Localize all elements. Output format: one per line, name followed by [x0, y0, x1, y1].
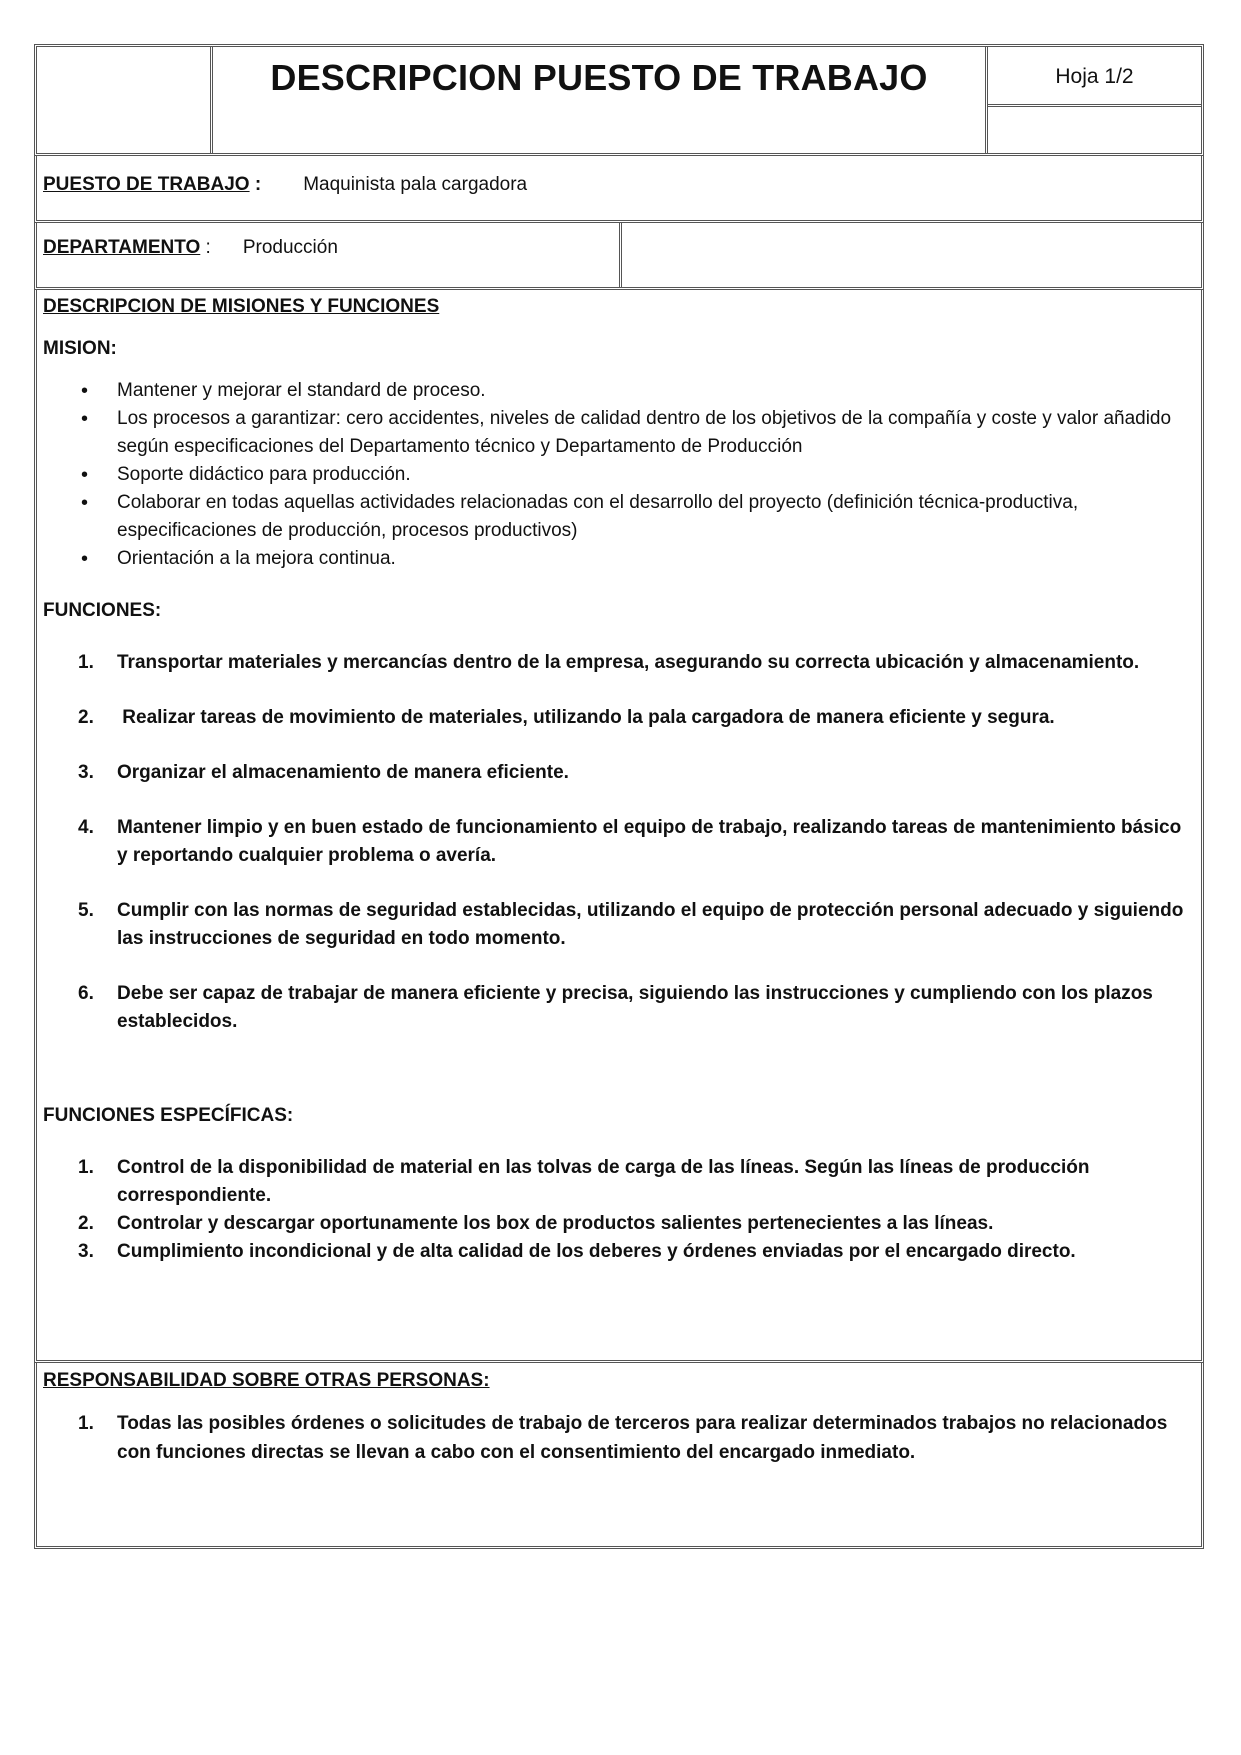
- list-item: [43, 980, 1191, 1036]
- sheet-cell: [988, 47, 1201, 153]
- job-title-separator: :: [249, 174, 262, 195]
- department-label: DEPARTAMENTO: [43, 237, 201, 258]
- job-description-form: [34, 44, 1204, 1549]
- function-item-text: Realizar tareas de movimiento de materiales, utilizando la pala cargadora de manera eficiente y segura.: [117, 707, 1055, 728]
- list-item: [43, 545, 1191, 573]
- mission-item-text: Orientación a la mejora continua.: [117, 548, 396, 569]
- item-number: 4.: [78, 817, 94, 838]
- bullet-icon: •: [81, 464, 89, 486]
- department-separator: :: [200, 237, 211, 258]
- mission-list: [43, 377, 1191, 573]
- specific-function-item-text: Controlar y descargar oportunamente los box de productos salientes pertenecientes a las líneas.: [117, 1213, 994, 1234]
- department-row: [34, 223, 1204, 290]
- function-item-text: Debe ser capaz de trabajar de manera eficiente y precisa, siguiendo las instrucciones y cumpliendo con los plazos establecidos.: [117, 983, 1153, 1032]
- department-cell: [37, 223, 622, 287]
- list-item: [43, 649, 1191, 677]
- mission-label: MISION:: [43, 338, 117, 359]
- list-item: [43, 759, 1191, 787]
- item-number: 1.: [78, 1413, 94, 1434]
- list-item: [43, 489, 1191, 545]
- department-blank-cell: [622, 223, 1201, 287]
- missions-functions-section: [34, 290, 1204, 1363]
- list-item: [43, 814, 1191, 870]
- job-title-label: PUESTO DE TRABAJO: [43, 174, 250, 195]
- function-item-text: Organizar el almacenamiento de manera eficiente.: [117, 762, 569, 783]
- mission-item-text: Colaborar en todas aquellas actividades relacionadas con el desarrollo del proyecto (definición técnica-productiva, especificaciones de producción, procesos productivos): [117, 492, 1079, 541]
- list-item: [43, 405, 1191, 461]
- department-value: Producción: [242, 237, 338, 258]
- specific-functions-label: FUNCIONES ESPECÍFICAS:: [43, 1105, 294, 1126]
- responsibility-section: [34, 1363, 1204, 1549]
- mission-item-text: Mantener y mejorar el standard de proceso.: [117, 380, 486, 401]
- missions-heading: DESCRIPCION DE MISIONES Y FUNCIONES: [43, 296, 440, 317]
- list-item: [43, 1238, 1191, 1266]
- mission-item-text: Soporte didáctico para producción.: [117, 464, 411, 485]
- list-item: [43, 1210, 1191, 1238]
- sheet-blank-cell: [988, 107, 1201, 153]
- bullet-icon: •: [81, 492, 89, 514]
- functions-list: [43, 649, 1191, 1036]
- item-number: 2.: [78, 707, 94, 728]
- specific-functions-list: [43, 1154, 1191, 1266]
- document-title: DESCRIPCION PUESTO DE TRABAJO: [213, 47, 988, 153]
- list-item: [43, 897, 1191, 953]
- function-item-text: Cumplir con las normas de seguridad establecidas, utilizando el equipo de protección personal adecuado y siguiendo las instrucciones de seguridad en todo momento.: [117, 900, 1184, 949]
- bullet-icon: •: [81, 548, 89, 570]
- list-item: [43, 377, 1191, 405]
- list-item: [43, 704, 1191, 732]
- bullet-icon: •: [81, 380, 89, 402]
- item-number: 3.: [78, 762, 94, 783]
- item-number: 6.: [78, 983, 94, 1004]
- job-title-row: [34, 156, 1204, 223]
- list-item: [43, 1154, 1191, 1210]
- responsibility-heading: RESPONSABILIDAD SOBRE OTRAS PERSONAS:: [43, 1370, 490, 1391]
- sheet-number: Hoja 1/2: [988, 47, 1201, 107]
- list-item: [43, 1409, 1191, 1467]
- item-number: 1.: [78, 1157, 94, 1178]
- item-number: 2.: [78, 1213, 94, 1234]
- responsibility-item-text: Todas las posibles órdenes o solicitudes de trabajo de terceros para realizar determinados trabajos no relacionados con funciones directas se llevan a cabo con el consentimiento del encargado inmediato.: [117, 1413, 1168, 1463]
- specific-function-item-text: Cumplimiento incondicional y de alta calidad de los deberes y órdenes enviadas por el encargado directo.: [117, 1241, 1076, 1262]
- item-number: 5.: [78, 900, 94, 921]
- item-number: 3.: [78, 1241, 94, 1262]
- bullet-icon: •: [81, 408, 89, 430]
- responsibility-list: [43, 1409, 1191, 1467]
- item-number: 1.: [78, 652, 94, 673]
- specific-function-item-text: Control de la disponibilidad de material en las tolvas de carga de las líneas. Según las líneas de producción correspondiente.: [117, 1157, 1090, 1206]
- job-title-value: Maquinista pala cargadora: [303, 174, 528, 195]
- function-item-text: Mantener limpio y en buen estado de funcionamiento el equipo de trabajo, realizando tareas de mantenimiento básico y reportando cualquier problema o avería.: [117, 817, 1182, 866]
- list-item: [43, 461, 1191, 489]
- functions-label: FUNCIONES:: [43, 600, 162, 621]
- mission-item-text: Los procesos a garantizar: cero accidentes, niveles de calidad dentro de los objetivos de la compañía y coste y valor añadido según especificaciones del Departamento técnico y Departamento de Producción: [117, 408, 1172, 457]
- form-header: [34, 44, 1204, 156]
- function-item-text: Transportar materiales y mercancías dentro de la empresa, asegurando su correcta ubicación y almacenamiento.: [117, 652, 1140, 673]
- logo-cell: [37, 47, 213, 153]
